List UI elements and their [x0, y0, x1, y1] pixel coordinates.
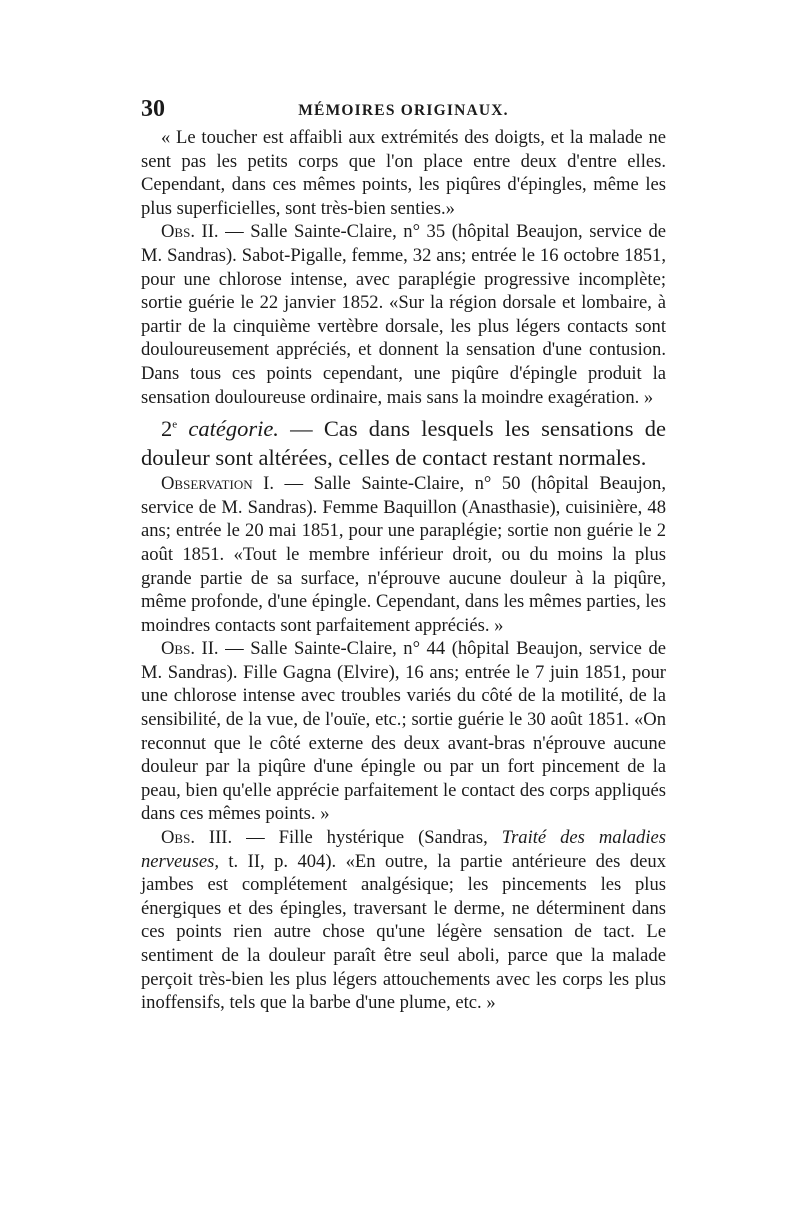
category-number: 2: [161, 416, 173, 442]
observation-2: [141, 637, 666, 826]
page-header: [141, 96, 666, 126]
observation-label: Obs. III.: [161, 827, 233, 849]
category-word: catégorie.: [188, 416, 279, 442]
page-number: 30: [141, 96, 165, 122]
observation-2-first-series: [141, 220, 666, 409]
observation-text-post: t. II, p. 404). «En outre, la partie antérieure des deux jambes est complétement analgésique; les pincements les plus énergiques et des épingles, traversant le derme, ne déterminent dans ces points rien autre chose qu'une légère sensation de tact. Le sentiment de la douleur paraît être seul aboli, parce que la malade perçoit très-bien les plus légers attouchements avec les corps les plus inoffensifs, tels que la barbe d'une plume, etc. »: [141, 850, 666, 1014]
observation-label: Obs. II.: [161, 221, 219, 243]
observation-label: Obs. II.: [161, 638, 219, 660]
intro-quote: « Le toucher est affaibli aux extrémités des doigts, et la malade ne sent pas les petits corps que l'on place entre deux d'entre elles. Cependant, dans ces mêmes points, les piqûres d'épingles, même les plus superficielles, sont très-bien senties.»: [141, 127, 666, 219]
observation-text: — Salle Sainte-Claire, n° 50 (hôpital Beaujon, service de M. Sandras). Femme Baquillon (Anasthasie), cuisinière, 48 ans; entrée le 20 mai 1851, pour une paraplégie; sortie non guérie le 2 août 1851. «Tout le membre inférieur droit, ou du moins la plus grande partie de sa surface, n'éprouve aucune douleur à la piqûre, même profonde, d'une épingle. Cependant, dans les mêmes parties, les moindres contacts sont parfaitement appréciés. »: [141, 473, 666, 636]
category-number-sup: e: [172, 418, 178, 431]
observation-text: — Salle Sainte-Claire, n° 44 (hôpital Beaujon, service de M. Sandras). Fille Gagna (Elvire), 16 ans; entrée le 7 juin 1851, pour une chlorose intense avec troubles variés du côté de la motilité, de la sensibilité, de la vue, de l'ouïe, etc.; sortie guérie le 30 août 1851. «On reconnut que le côté externe des deux avant-bras n'éprouve aucune douleur par la piqûre d'une épingle ou par un fort pincement de la peau, bien qu'elle apprécie parfaitement le contact des corps appliqués dans ces mêmes points. »: [141, 638, 666, 825]
running-title: MÉMOIRES ORIGINAUX.: [298, 102, 509, 119]
page-body: [141, 126, 666, 1015]
observation-text-pre: — Fille hystérique (Sandras,: [232, 827, 502, 849]
observation-1: [141, 472, 666, 637]
cited-work-title: Traité des maladies nerveuses,: [141, 827, 667, 872]
category-text: — Cas dans lesquels les sensations de douleur sont altérées, celles de contact restant normales.: [141, 416, 666, 471]
category-heading: [141, 414, 666, 472]
observation-3: [141, 826, 666, 1015]
observation-text: — Salle Sainte-Claire, n° 35 (hôpital Beaujon, service de M. Sandras). Sabot-Pigalle, femme, 32 ans; entrée le 16 octobre 1851, pour une chlorose intense, avec paraplégie progressive incomplète; sortie guérie le 22 janvier 1852. «Sur la région dorsale et lombaire, à partir de la cinquième vertèbre dorsale, les plus légers contacts sont douloureusement appréciés, et donnent la sensation d'une contusion. Dans tous ces points cependant, une piqûre d'épingle produit la sensation douloureuse ordinaire, mais sans la moindre exagération. »: [141, 221, 666, 408]
observation-label: Observation I.: [161, 473, 274, 495]
